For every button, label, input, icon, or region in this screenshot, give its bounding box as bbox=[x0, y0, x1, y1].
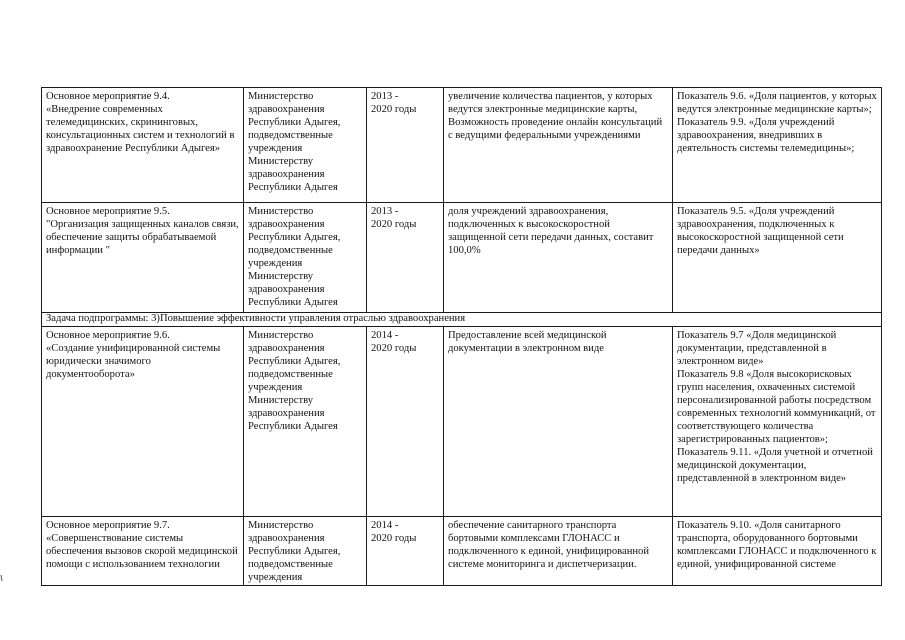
table-row bbox=[42, 203, 882, 313]
table-row bbox=[42, 88, 882, 203]
program-events-table bbox=[41, 87, 882, 586]
indicator-cell: Показатель 9.6. «Доля пациентов, у которых ведутся электронные медицинские карты»; Показатель 9.9. «Доля учреждений здравоохранения, внедривших в деятельность системы телемедицины»; bbox=[673, 88, 882, 203]
result-cell: увеличение количества пациентов, у которых ведутся электронные медицинские карты, Возможность проведение онлайн консультаций с ведущими федеральными учреждениями bbox=[444, 88, 673, 203]
executor-cell: Министерство здравоохранения Республики Адыгея, подведомственные учреждения Министерству здравоохранения Республики Адыгея bbox=[244, 327, 367, 517]
scan-artifact bbox=[0, 575, 4, 581]
executor-cell: Министерство здравоохранения Республики Адыгея, подведомственные учреждения Министерству здравоохранения Республики Адыгея bbox=[244, 88, 367, 203]
period-cell: 2013 - 2020 годы bbox=[367, 88, 444, 203]
executor-cell: Министерство здравоохранения Республики Адыгея, подведомственные учреждения Министерству здравоохранения Республики Адыгея bbox=[244, 203, 367, 313]
event-cell: Основное мероприятие 9.6. «Создание унифицированной системы юридически значимого документооборота» bbox=[42, 327, 244, 517]
period-cell: 2013 - 2020 годы bbox=[367, 203, 444, 313]
executor-cell: Министерство здравоохранения Республики Адыгея, подведомственные учреждения bbox=[244, 517, 367, 586]
result-cell: обеспечение санитарного транспорта бортовыми комплексами ГЛОНАСС и подключенного к единой, унифицированной системе мониторинга и диспетчеризации. bbox=[444, 517, 673, 586]
period-cell: 2014 - 2020 годы bbox=[367, 517, 444, 586]
task-heading: Задача подпрограммы: 3)Повышение эффективности управления отраслью здравоохранения bbox=[42, 313, 882, 327]
indicator-cell: Показатель 9.7 «Доля медицинской документации, представленной в электронном виде» Показатель 9.8 «Доля высокорисковых групп населения, охваченных системой персонализированной работы посредством современных технологий коммуникаций, от соответствующего количества зарегистрированных пациентов»; Показатель 9.11. «Доля учетной и отчетной медицинской документации, представленной в электронном виде» bbox=[673, 327, 882, 517]
table-row bbox=[42, 327, 882, 517]
event-cell: Основное мероприятие 9.5. "Организация защищенных каналов связи, обеспечение защиты обрабатываемой информации " bbox=[42, 203, 244, 313]
event-cell: Основное мероприятие 9.7. «Совершенствование системы обеспечения вызовов скорой медицинской помощи с использованием технологии bbox=[42, 517, 244, 586]
event-cell: Основное мероприятие 9.4. «Внедрение современных телемедицинских, скрининговых, консультационных систем и технологий в здравоохранение Республики Адыгея» bbox=[42, 88, 244, 203]
indicator-cell: Показатель 9.5. «Доля учреждений здравоохранения, подключенных к высокоскоростной защищенной сети передачи данных» bbox=[673, 203, 882, 313]
period-cell: 2014 - 2020 годы bbox=[367, 327, 444, 517]
table-row bbox=[42, 517, 882, 586]
indicator-cell: Показатель 9.10. «Доля санитарного транспорта, оборудованного бортовыми комплексами ГЛОНАСС и подключенного к единой, унифицированной системе bbox=[673, 517, 882, 586]
task-row bbox=[42, 313, 882, 327]
result-cell: доля учреждений здравоохранения, подключенных к высокоскоростной защищенной сети передачи данных, составит 100,0% bbox=[444, 203, 673, 313]
result-cell: Предоставление всей медицинской документации в электронном виде bbox=[444, 327, 673, 517]
